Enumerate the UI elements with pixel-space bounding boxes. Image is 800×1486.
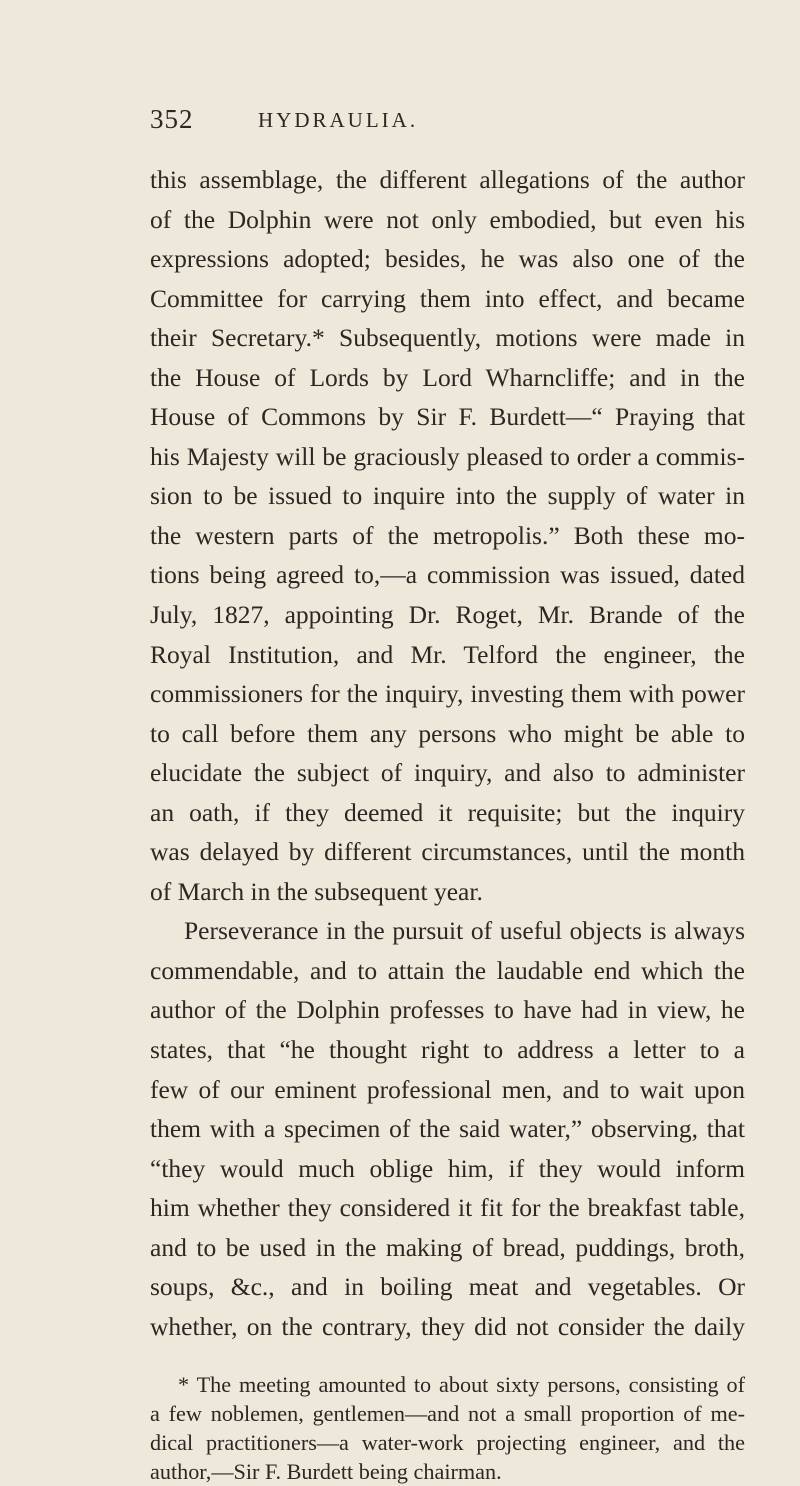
text-line: sion to be issued to inquire into the supply of water in (150, 481, 745, 511)
text-line: tions being agreed to,—a commission was issued, dated (150, 560, 745, 590)
text-line: July, 1827, appointing Dr. Roget, Mr. Brande of the (150, 600, 745, 630)
text-line: author of the Dolphin professes to have had in view, he (150, 995, 745, 1025)
text-line: the western parts of the metropolis.” Both these mo- (150, 520, 745, 550)
text-line: House of Commons by Sir F. Burdett—“ Praying that (150, 402, 745, 432)
text-line: was delayed by different circumstances, until the month (150, 837, 745, 867)
text-line: commissioners for the inquiry, investing them with power (150, 679, 745, 709)
text-line: of the Dolphin were not only embodied, but even his (150, 204, 745, 234)
footnote-separator (150, 1346, 745, 1370)
text-line: of March in the subsequent year. (150, 876, 483, 906)
text-line: “they would much oblige him, if they would inform (150, 1153, 745, 1183)
text-line: his Majesty will be graciously pleased to order a commis- (150, 441, 745, 471)
text-line: the House of Lords by Lord Wharncliffe; and in the (150, 362, 745, 392)
footnote-line: author,—Sir F. Burdett being chairman. (150, 1459, 502, 1485)
text-line: whether, on the contrary, they did not consider the daily (150, 1311, 745, 1341)
footnote-line: a few noblemen, gentlemen—and not a small proportion of me- (150, 1401, 745, 1427)
text-line: elucidate the subject of inquiry, and also to administer (150, 758, 745, 788)
page-number: 352 (150, 104, 194, 134)
footnote-line: dical practitioners—a water-work projecting engineer, and the (150, 1430, 745, 1456)
running-head (150, 104, 740, 144)
text-line: expressions adopted; besides, he was also one of the (150, 244, 745, 274)
text-line: this assemblage, the different allegations of the author (150, 165, 745, 194)
text-line: him whether they considered it fit for the breakfast table, (150, 1193, 745, 1223)
text-line: and to be used in the making of bread, puddings, broth, (150, 1232, 745, 1262)
text-line: soups, &c., and in boiling meat and vegetables. Or (150, 1272, 745, 1302)
text-line: Perseverance in the pursuit of useful objects is always (184, 916, 745, 946)
text-line: Royal Institution, and Mr. Telford the engineer, the (150, 639, 745, 669)
text-line: states, that “he thought right to address a letter to a (150, 1035, 745, 1065)
text-line: few of our eminent professional men, and to wait upon (150, 1074, 745, 1104)
text-line: an oath, if they deemed it requisite; but the inquiry (150, 797, 745, 827)
text-line: to call before them any persons who might be able to (150, 718, 745, 748)
footnote (150, 1370, 745, 1486)
running-title: HYDRAULIA. (258, 108, 419, 132)
text-line: their Secretary.* Subsequently, motions were made in (150, 323, 745, 353)
text-line: them with a specimen of the said water,” observing, that (150, 1114, 745, 1144)
text-line: Committee for carrying them into effect, and became (150, 283, 745, 313)
text-line: commendable, and to attain the laudable end which the (150, 955, 745, 985)
footnote-line: * The meeting amounted to about sixty persons, consisting of (178, 1372, 745, 1398)
body-text (150, 160, 745, 1486)
